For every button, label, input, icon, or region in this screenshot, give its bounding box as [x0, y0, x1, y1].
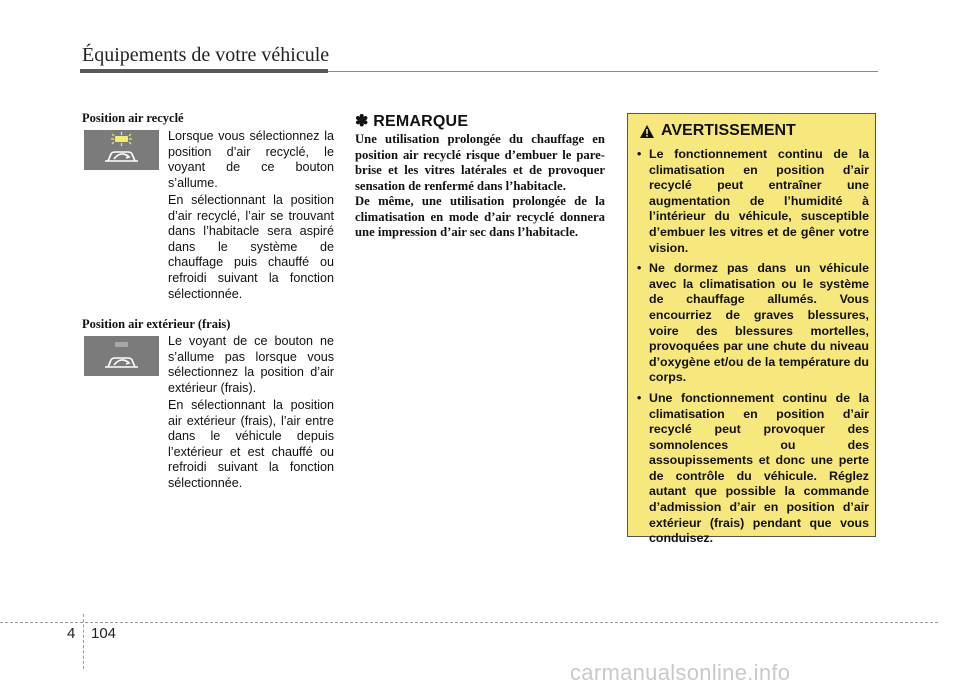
- chapter-number: 4: [67, 625, 76, 642]
- watermark: carmanualsonline.info: [570, 660, 791, 685]
- warning-item: • Le fonctionnement continu de la climatisation en position d’air recyclé peut entraîner une augmentation de l’humidité à l’intérieur du véhicule, susceptible d’embuer les vitres et de gêner votre vision.: [637, 147, 869, 255]
- header-rule-thin: [328, 71, 878, 72]
- remarque-body: [355, 132, 605, 241]
- footer-divider: [0, 622, 938, 623]
- fresh-heading: Position air extérieur (frais): [82, 317, 231, 331]
- air-recirculation-on-icon: [84, 130, 159, 170]
- warning-title: AVERTISSEMENT: [661, 122, 796, 139]
- fresh-paragraph-2: En sélectionnant la position air extérieur (frais), l’air entre dans le véhicule depuis l’extérieur et est chauffé ou refroidi suivant la fonction sélectionnée.: [168, 398, 334, 490]
- warning-item: • Ne dormez pas dans un véhicule avec la climatisation ou le système de chauffage allumés. Vous encourriez de graves blessures, voire des blessures mortelles, provoquées par une chute du niveau d’oxygène et/ou de la température du corps.: [637, 261, 869, 385]
- fresh-button-image: [84, 336, 159, 376]
- air-recirculation-off-icon: [84, 336, 159, 376]
- page-header-title: Équipements de votre véhicule: [82, 44, 330, 66]
- recycle-button-image: [84, 130, 159, 170]
- warning-item: • Une fonctionnement continu de la climatisation en position d’air recyclé peut provoquer des somnolences ou des assoupissements et donc une perte de contrôle du véhicule. Réglez autant que possible la commande d’admission d’air en position d’air extérieur (frais) pendant que vous conduisez.: [637, 390, 869, 546]
- warning-header: [639, 122, 796, 140]
- warning-list: [637, 147, 869, 552]
- recycle-heading: Position air recyclé: [82, 111, 184, 125]
- recycle-paragraph-1: Lorsque vous sélectionnez la position d’air recyclé, le voyant de ce bouton s’allume.: [168, 129, 334, 190]
- warning-triangle-icon: [639, 124, 655, 139]
- header-rule: [80, 69, 328, 73]
- recycle-paragraph-2: En sélectionnant la position d’air recyclé, l’air se trouvant dans l’habitacle sera aspiré dans le système de chauffage puis chauffé ou refroidi suivant la fonction sélectionnée.: [168, 193, 334, 301]
- bullet: •: [637, 390, 642, 405]
- remarque-paragraph-1: Une utilisation prolongée du chauffage en position air recyclé risque d’embuer le pare-brise et les vitres latérales et de provoquer sensation de renfermé dans l’habitacle.: [355, 132, 605, 193]
- warning-box: [627, 113, 876, 546]
- bullet: •: [637, 261, 642, 276]
- bullet: •: [637, 147, 642, 161]
- footer-vertical-divider: [83, 614, 84, 669]
- fresh-paragraph-1: Le voyant de ce bouton ne s’allume pas lorsque vous sélectionnez la position d’air extérieur (frais).: [168, 334, 334, 395]
- remarque-paragraph-2: De même, une utilisation prolongée de la climatisation en mode d’air recyclé donnera une impression d’air sec dans l’habitacle.: [355, 194, 605, 239]
- remarque-title: ✽ REMARQUE: [355, 113, 469, 130]
- page-number: 104: [91, 625, 117, 642]
